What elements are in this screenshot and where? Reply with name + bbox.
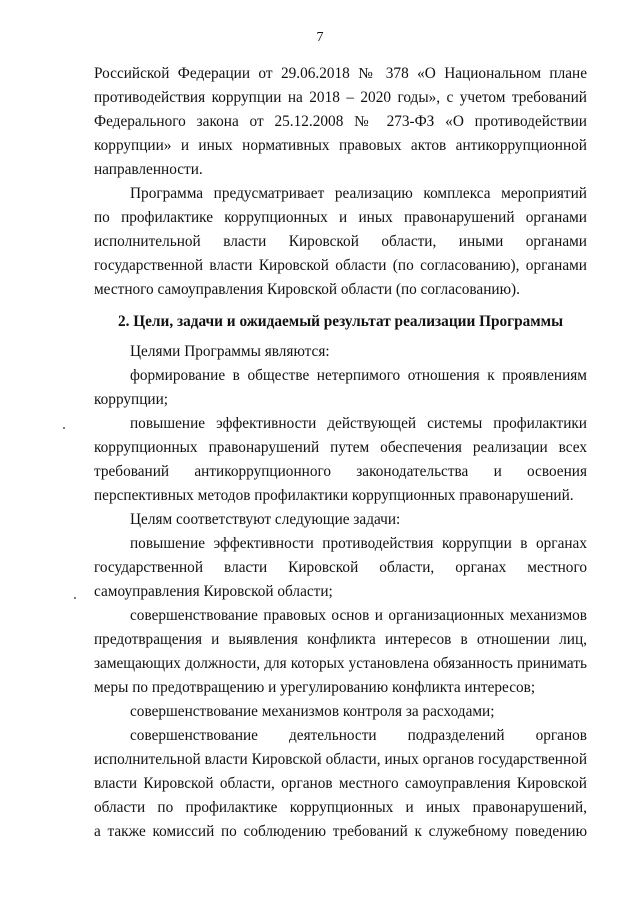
text-line: Целям соответствуют следующие задачи: (130, 511, 401, 528)
text-line: требований антикоррупционного законодательства и освоения (94, 463, 587, 480)
scan-speck (63, 427, 65, 429)
text-line: повышение эффективности противодействия коррупции в органах (130, 535, 587, 552)
text-line: повышение эффективности действующей системы профилактики (130, 415, 587, 432)
text-line: предотвращения и выявления конфликта интересов в отношении лиц, (94, 631, 587, 648)
text-line: исполнительной власти Кировской области, иных органов государственной (94, 751, 587, 768)
text-line: коррупции» и иных нормативных правовых актов антикоррупционной (94, 137, 587, 154)
text-line: меры по предотвращению и урегулированию конфликта интересов; (94, 679, 536, 696)
text-line: области по профилактике коррупционных и иных правонарушений, (94, 799, 587, 816)
text-line: совершенствование механизмов контроля за расходами; (130, 703, 495, 720)
text-line: государственной власти Кировской области (по согласованию), органами (94, 257, 587, 274)
text-line: власти Кировской области, органов местного самоуправления Кировской (94, 775, 587, 792)
text-line: замещающих должности, для которых установлена обязанность принимать (94, 655, 587, 672)
text-line: совершенствование деятельности подразделений органов (130, 727, 587, 744)
text-line: а также комиссий по соблюдению требований к служебному поведению (94, 823, 587, 840)
text-line: Российской Федерации от 29.06.2018 № 378 «О Национальном плане (94, 65, 587, 82)
text-line: коррупции; (94, 391, 169, 408)
text-line: по профилактике коррупционных и иных правонарушений органами (94, 209, 587, 226)
text-line: местного самоуправления Кировской области (по согласованию). (94, 281, 520, 298)
text-line: формирование в обществе нетерпимого отношения к проявлениям (130, 367, 587, 384)
text-line: государственной власти Кировской области, органах местного (94, 559, 587, 576)
text-line: перспективных методов профилактики коррупционных правонарушений. (94, 487, 574, 504)
text-line: противодействия коррупции на 2018 – 2020 годы», с учетом требований (94, 89, 587, 106)
text-line: Федерального закона от 25.12.2008 № 273-ФЗ «О противодействии (94, 113, 587, 130)
text-line: коррупционных правонарушений путем обеспечения реализации всех (94, 439, 587, 456)
page-number: 7 (316, 30, 324, 45)
text-line: совершенствование правовых основ и организационных механизмов (130, 607, 587, 624)
text-line: самоуправления Кировской области; (94, 583, 333, 600)
text-line: исполнительной власти Кировской области, иными органами (94, 233, 587, 250)
text-line: Программа предусматривает реализацию комплекса мероприятий (130, 185, 587, 202)
scan-speck (74, 597, 76, 599)
section-heading: 2. Цели, задачи и ожидаемый результат реализации Программы (117, 313, 564, 330)
text-line: Целями Программы являются: (130, 343, 330, 360)
text-line: направленности. (94, 161, 203, 178)
